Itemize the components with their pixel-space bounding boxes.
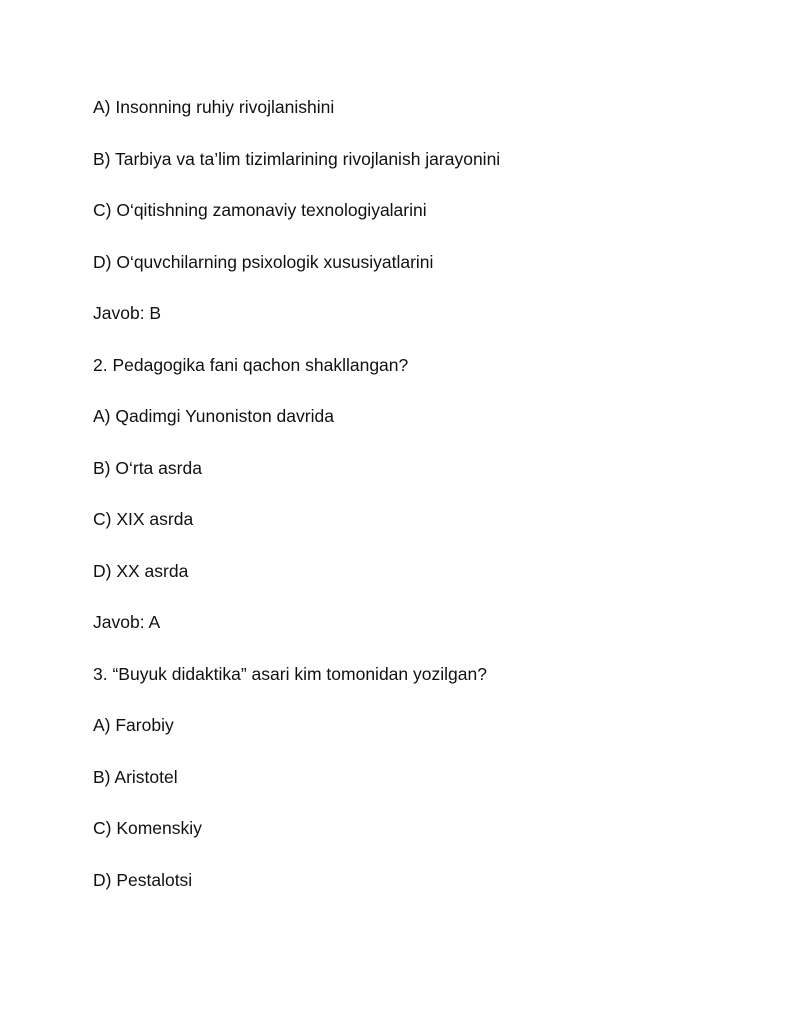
answer-option-d: D) O‘quvchilarning psixologik xususiyatlarini bbox=[93, 251, 434, 272]
question-list bbox=[93, 92, 753, 916]
question-text: 2. Pedagogika fani qachon shakllangan? bbox=[93, 354, 409, 375]
answer-option-b: B) Tarbiya va ta’lim tizimlarining rivojlanish jarayonini bbox=[93, 148, 501, 169]
answer-option-b: B) Aristotel bbox=[93, 766, 178, 787]
answer-key: Javob: B bbox=[93, 303, 162, 323]
answer-key: Javob: A bbox=[93, 612, 161, 632]
answer-option-d: D) Pestalotsi bbox=[93, 869, 193, 890]
answer-option-a: A) Insonning ruhiy rivojlanishini bbox=[93, 97, 335, 117]
answer-option-c: C) XIX asrda bbox=[93, 509, 194, 529]
answer-option-a: A) Farobiy bbox=[93, 715, 174, 735]
answer-option-c: C) Komenskiy bbox=[93, 818, 202, 838]
answer-option-a: A) Qadimgi Yunoniston davrida bbox=[93, 406, 334, 426]
answer-option-d: D) XX asrda bbox=[93, 560, 189, 581]
answer-option-b: B) O‘rta asrda bbox=[93, 457, 202, 478]
question-text: 3. “Buyuk didaktika” asari kim tomonidan yozilgan? bbox=[93, 663, 487, 684]
answer-option-c: C) O‘qitishning zamonaviy texnologiyalarini bbox=[93, 200, 427, 220]
